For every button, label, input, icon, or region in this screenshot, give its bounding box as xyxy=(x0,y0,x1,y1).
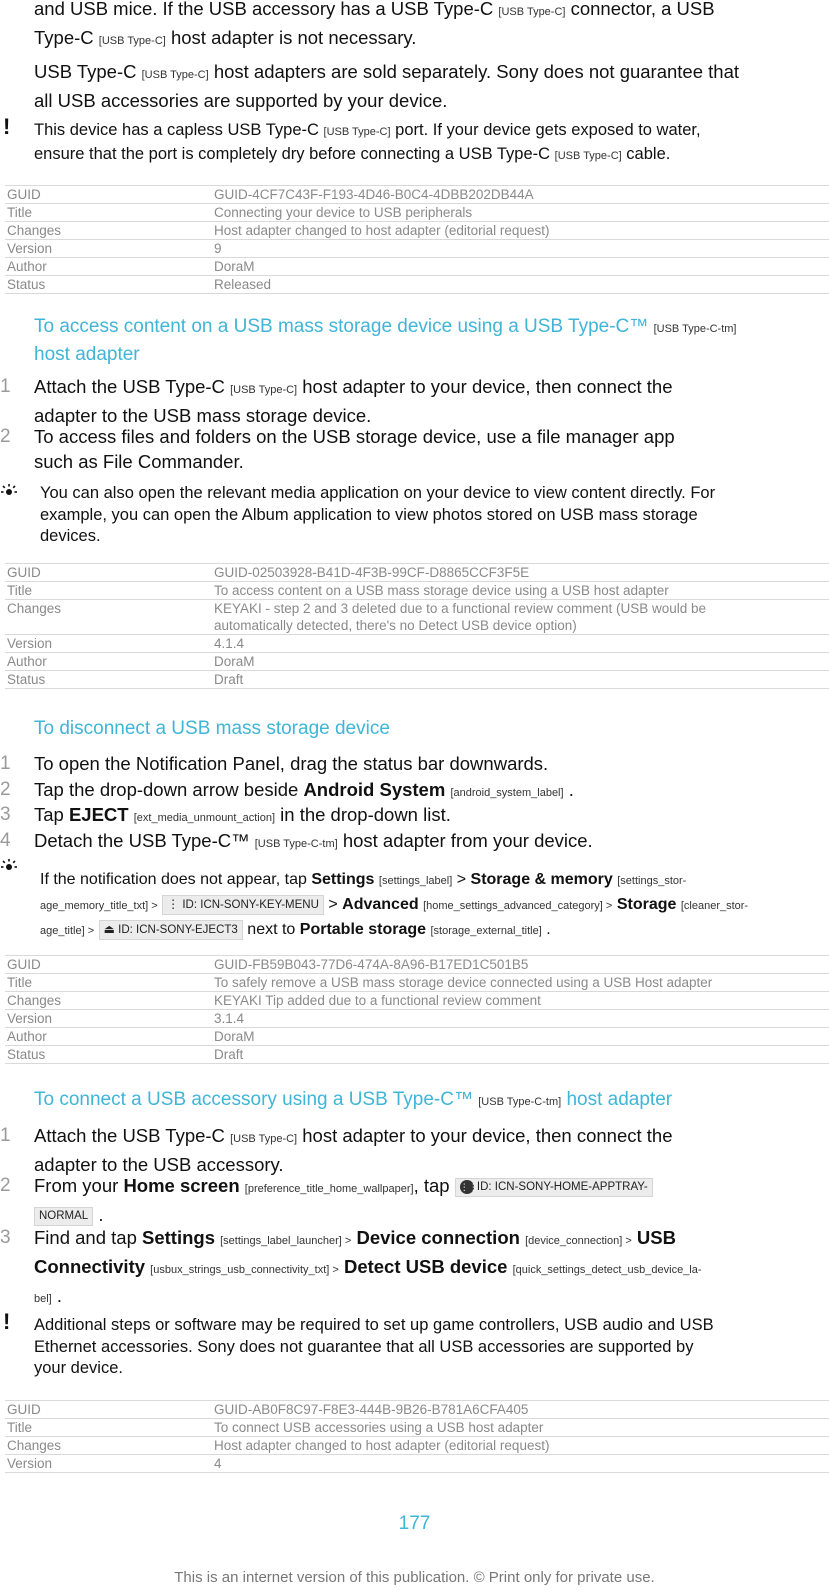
list-item xyxy=(0,1173,829,1225)
step-text: . xyxy=(568,778,574,800)
step-number: 2 xyxy=(0,426,11,447)
warning-note xyxy=(34,1315,824,1380)
icon-placeholder xyxy=(455,1178,653,1197)
icon-placeholder xyxy=(162,895,324,915)
string-id: [USB Type-C] xyxy=(230,384,298,396)
meta-value: 4 xyxy=(212,1455,829,1473)
metadata-table xyxy=(5,1400,829,1473)
meta-key: Author xyxy=(5,1028,212,1046)
string-id: [USB Type-C-tm] xyxy=(653,323,737,335)
step-list xyxy=(0,751,829,853)
meta-value: To connect USB accessories using a USB host adapter xyxy=(212,1419,829,1437)
note-text: next to xyxy=(247,921,296,938)
note-text: Additional steps or software may be required to set up game controllers, USB audio and USB xyxy=(34,1316,714,1334)
app-tray-icon: ⋮⋮ xyxy=(459,1181,478,1192)
meta-value: Host adapter changed to host adapter (editorial request) xyxy=(212,222,829,240)
ui-term: Home screen xyxy=(123,1175,240,1196)
string-id: [usbux_strings_usb_connectivity_txt] > xyxy=(150,1264,339,1276)
meta-value: GUID-4CF7C43F-F193-4D46-B0C4-4DBB202DB44A xyxy=(212,186,829,204)
table-row xyxy=(5,1028,829,1046)
step-text: From your xyxy=(34,1175,119,1196)
meta-key: Title xyxy=(5,204,212,222)
meta-key: Title xyxy=(5,582,212,600)
exclamation-icon: ! xyxy=(3,114,11,139)
step-text: in the drop-down list. xyxy=(280,804,451,825)
note-text: Ethernet accessories. Sony does not guarantee that all USB accessories are supported by xyxy=(34,1337,694,1356)
string-id: [USB Type-C] xyxy=(323,126,391,138)
meta-value: Released xyxy=(212,276,829,294)
section-heading xyxy=(34,716,824,741)
metadata-table xyxy=(5,955,829,1064)
meta-key: Status xyxy=(5,276,212,294)
table-row xyxy=(5,956,829,974)
meta-key: Version xyxy=(5,1455,212,1473)
meta-key: Status xyxy=(5,1046,212,1064)
string-id: [USB Type-C] xyxy=(98,35,166,47)
string-id: [storage_external_title] xyxy=(430,925,542,937)
step-text: To access files and folders on the USB storage device, use a file manager app xyxy=(34,426,675,447)
meta-value: KEYAKI - step 2 and 3 deleted due to a functional review comment (USB would be xyxy=(214,601,707,616)
note-text: ensure that the port is completely dry before connecting a USB Type-C xyxy=(34,144,551,163)
string-id: [home_settings_advanced_category] > xyxy=(423,900,613,912)
meta-key: GUID xyxy=(5,564,212,582)
string-id: [USB Type-C] xyxy=(498,6,566,18)
meta-value: 3.1.4 xyxy=(212,1010,829,1028)
note-text: > xyxy=(456,871,467,888)
table-row xyxy=(5,1455,829,1473)
meta-key: Version xyxy=(5,240,212,258)
meta-value: Draft xyxy=(212,1046,829,1064)
string-id: bel] xyxy=(34,1293,52,1305)
step-text: host adapter to your device, then connect the xyxy=(302,376,673,397)
table-row xyxy=(5,204,829,222)
step-number: 4 xyxy=(0,829,11,851)
heading-text: To access content on a USB mass storage device using a USB Type-C™ xyxy=(34,316,649,337)
meta-key: Author xyxy=(5,653,212,671)
table-row xyxy=(5,653,829,671)
string-id: age_memory_title_txt] > xyxy=(40,900,158,912)
table-row xyxy=(5,1437,829,1455)
meta-value: 9 xyxy=(212,240,829,258)
string-id: [preference_title_home_wallpaper] xyxy=(244,1183,414,1195)
step-text: Tap the drop-down arrow beside xyxy=(34,778,299,800)
meta-key: Version xyxy=(5,1010,212,1028)
table-row xyxy=(5,186,829,204)
string-id: [USB Type-C-tm] xyxy=(478,1096,562,1108)
step-text: host adapter to your device, then connect the xyxy=(302,1125,673,1146)
list-item xyxy=(0,751,829,777)
icon-id-label: NORMAL xyxy=(34,1207,93,1226)
ui-term: Advanced xyxy=(342,896,419,913)
meta-value: GUID-AB0F8C97-F8E3-444B-9B26-B781A6CFA405 xyxy=(212,1401,829,1419)
ui-term: Storage & memory xyxy=(470,871,613,888)
meta-key: Changes xyxy=(5,1437,212,1455)
menu-dots-icon: ⋮ xyxy=(167,896,180,911)
meta-key: Status xyxy=(5,671,212,689)
table-row xyxy=(5,1401,829,1419)
meta-value: automatically detected, there's no Detect USB device option) xyxy=(214,618,577,633)
string-id: [android_system_label] xyxy=(450,786,564,799)
meta-key: Changes xyxy=(5,992,212,1010)
intro-paragraph-2 xyxy=(34,59,829,113)
ui-term: Connectivity xyxy=(34,1256,146,1277)
note-text: devices. xyxy=(40,527,101,545)
note-text: example, you can open the Album application to view photos stored on USB mass storage xyxy=(40,505,698,524)
table-row xyxy=(5,240,829,258)
meta-key: Title xyxy=(5,1419,212,1437)
list-item xyxy=(0,802,829,828)
step-list xyxy=(0,374,829,474)
step-number: 3 xyxy=(0,804,11,825)
step-text: such as File Commander. xyxy=(34,451,244,472)
section-heading xyxy=(34,314,824,367)
eject-icon: ⏏ xyxy=(103,921,115,936)
meta-key: GUID xyxy=(5,956,212,974)
heading-text: To disconnect a USB mass storage device xyxy=(34,718,390,739)
lightbulb-icon xyxy=(0,858,20,878)
step-number: 2 xyxy=(0,778,11,800)
string-id: [USB Type-C] xyxy=(230,1133,298,1145)
table-row xyxy=(5,1046,829,1064)
list-item xyxy=(0,374,829,424)
intro-text: and USB mice. If the USB accessory has a USB Type-C xyxy=(34,0,494,19)
page-footer: This is an internet version of this publication. © Print only for private use. xyxy=(174,1569,655,1586)
step-number: 3 xyxy=(0,1227,11,1248)
meta-key: Title xyxy=(5,974,212,992)
table-row xyxy=(5,1419,829,1437)
note-text: > xyxy=(328,896,338,913)
list-item xyxy=(0,828,829,854)
list-item xyxy=(0,777,829,803)
meta-value: To access content on a USB mass storage device using a USB host adapter xyxy=(212,582,829,600)
string-id: [ext_media_unmount_action] xyxy=(133,812,276,824)
step-list xyxy=(0,1123,829,1305)
meta-key: Changes xyxy=(5,222,212,240)
meta-value: Connecting your device to USB peripherals xyxy=(212,204,829,222)
string-id: [USB Type-C-tm] xyxy=(254,837,338,850)
meta-value: DoraM xyxy=(212,258,829,276)
tip-note xyxy=(40,483,825,548)
step-text: . xyxy=(56,1285,63,1306)
step-text: . xyxy=(98,1204,104,1225)
meta-value: 4.1.4 xyxy=(212,635,829,653)
table-row xyxy=(5,1010,829,1028)
note-text: You can also open the relevant media application on your device to view content directly. For xyxy=(40,484,716,502)
step-text: host adapter from your device. xyxy=(342,829,593,851)
heading-text: host adapter xyxy=(566,1089,673,1110)
string-id: [cleaner_stor- xyxy=(680,900,749,912)
table-row xyxy=(5,635,829,653)
table-row xyxy=(5,974,829,992)
ui-term: Storage xyxy=(616,896,677,913)
meta-value: To safely remove a USB mass storage device connected using a USB Host adapter xyxy=(212,974,829,992)
heading-text: host adapter xyxy=(34,344,140,365)
note-text: If the notification does not appear, tap xyxy=(40,871,307,888)
string-id: [settings_label] xyxy=(378,875,453,887)
note-text: cable. xyxy=(626,144,671,163)
intro-text: USB Type-C xyxy=(34,61,137,82)
ui-term: Android System xyxy=(303,778,446,800)
string-id: [USB Type-C] xyxy=(141,69,209,81)
icon-id-label: ID: ICN-SONY-HOME-APPTRAY- xyxy=(476,1180,648,1193)
intro-text: all USB accessories are supported by your device. xyxy=(34,90,448,111)
icon-placeholder xyxy=(99,920,243,940)
step-text: Attach the USB Type-C xyxy=(34,376,225,397)
table-row xyxy=(5,222,829,240)
meta-value: Draft xyxy=(212,671,829,689)
icon-id-label: ID: ICN-SONY-EJECT3 xyxy=(118,923,238,936)
note-text: . xyxy=(546,921,551,938)
table-row xyxy=(5,582,829,600)
ui-term: Settings xyxy=(311,871,375,888)
table-row xyxy=(5,600,829,635)
string-id: [USB Type-C] xyxy=(554,149,622,162)
page-number: 177 xyxy=(398,1513,431,1534)
note-text: your device. xyxy=(34,1359,123,1377)
lightbulb-icon xyxy=(0,483,20,503)
metadata-table xyxy=(5,563,829,689)
warning-note xyxy=(34,120,824,167)
exclamation-icon: ! xyxy=(3,1309,11,1334)
string-id: [quick_settings_detect_usb_device_la- xyxy=(512,1264,702,1276)
table-row xyxy=(5,671,829,689)
note-text: port. If your device gets exposed to water, xyxy=(395,121,701,139)
tip-note xyxy=(40,868,828,943)
table-row xyxy=(5,258,829,276)
meta-key: Changes xyxy=(5,600,212,635)
meta-key: GUID xyxy=(5,1401,212,1419)
intro-text: host adapters are sold separately. Sony does not guarantee that xyxy=(213,61,740,82)
step-number: 2 xyxy=(0,1175,11,1196)
step-text: To open the Notification Panel, drag the status bar downwards. xyxy=(34,753,549,774)
meta-key: Author xyxy=(5,258,212,276)
string-id: [settings_stor- xyxy=(617,875,687,887)
ui-term: EJECT xyxy=(68,804,129,825)
meta-value: DoraM xyxy=(212,653,829,671)
meta-value: DoraM xyxy=(212,1028,829,1046)
string-id: age_title] > xyxy=(40,925,95,937)
heading-text: To connect a USB accessory using a USB Type-C™ xyxy=(34,1089,473,1110)
note-text: This device has a capless USB Type-C xyxy=(34,121,319,139)
metadata-table xyxy=(5,185,829,294)
step-text: adapter to the USB accessory. xyxy=(34,1154,284,1175)
step-number: 1 xyxy=(0,1125,11,1146)
string-id: [device_connection] > xyxy=(525,1235,632,1247)
string-id: [settings_label_launcher] > xyxy=(220,1235,352,1247)
list-item xyxy=(0,1123,829,1173)
intro-paragraph xyxy=(34,0,824,54)
meta-value: KEYAKI Tip added due to a functional review comment xyxy=(212,992,829,1010)
ui-term: Detect USB device xyxy=(343,1256,508,1277)
meta-value: Host adapter changed to host adapter (editorial request) xyxy=(212,1437,829,1455)
step-number: 1 xyxy=(0,753,11,774)
ui-term: Device connection xyxy=(356,1227,520,1248)
intro-text: Type-C xyxy=(34,27,94,48)
table-row xyxy=(5,276,829,294)
meta-value: GUID-FB59B043-77D6-474A-8A96-B17ED1C501B5 xyxy=(212,956,829,974)
ui-term: Settings xyxy=(142,1227,215,1248)
table-row xyxy=(5,992,829,1010)
ui-term: Portable storage xyxy=(299,921,427,938)
meta-key: Version xyxy=(5,635,212,653)
list-item xyxy=(0,1225,829,1305)
list-item xyxy=(0,424,829,474)
ui-term: USB xyxy=(636,1227,676,1248)
intro-text: host adapter is not necessary. xyxy=(170,27,417,48)
step-number: 1 xyxy=(0,376,11,397)
step-text: adapter to the USB mass storage device. xyxy=(34,405,372,426)
meta-value: GUID-02503928-B41D-4F3B-99CF-D8865CCF3F5E xyxy=(212,564,829,582)
table-row xyxy=(5,564,829,582)
step-text: , tap xyxy=(413,1175,450,1196)
meta-key: GUID xyxy=(5,186,212,204)
step-text: Detach the USB Type-C™ xyxy=(34,829,250,851)
step-text: Tap xyxy=(34,804,64,825)
icon-id-label: ID: ICN-SONY-KEY-MENU xyxy=(182,898,319,911)
intro-text: connector, a USB xyxy=(570,0,715,19)
section-heading xyxy=(34,1087,824,1115)
step-text: Attach the USB Type-C xyxy=(34,1125,225,1146)
step-text: Find and tap xyxy=(34,1227,137,1248)
